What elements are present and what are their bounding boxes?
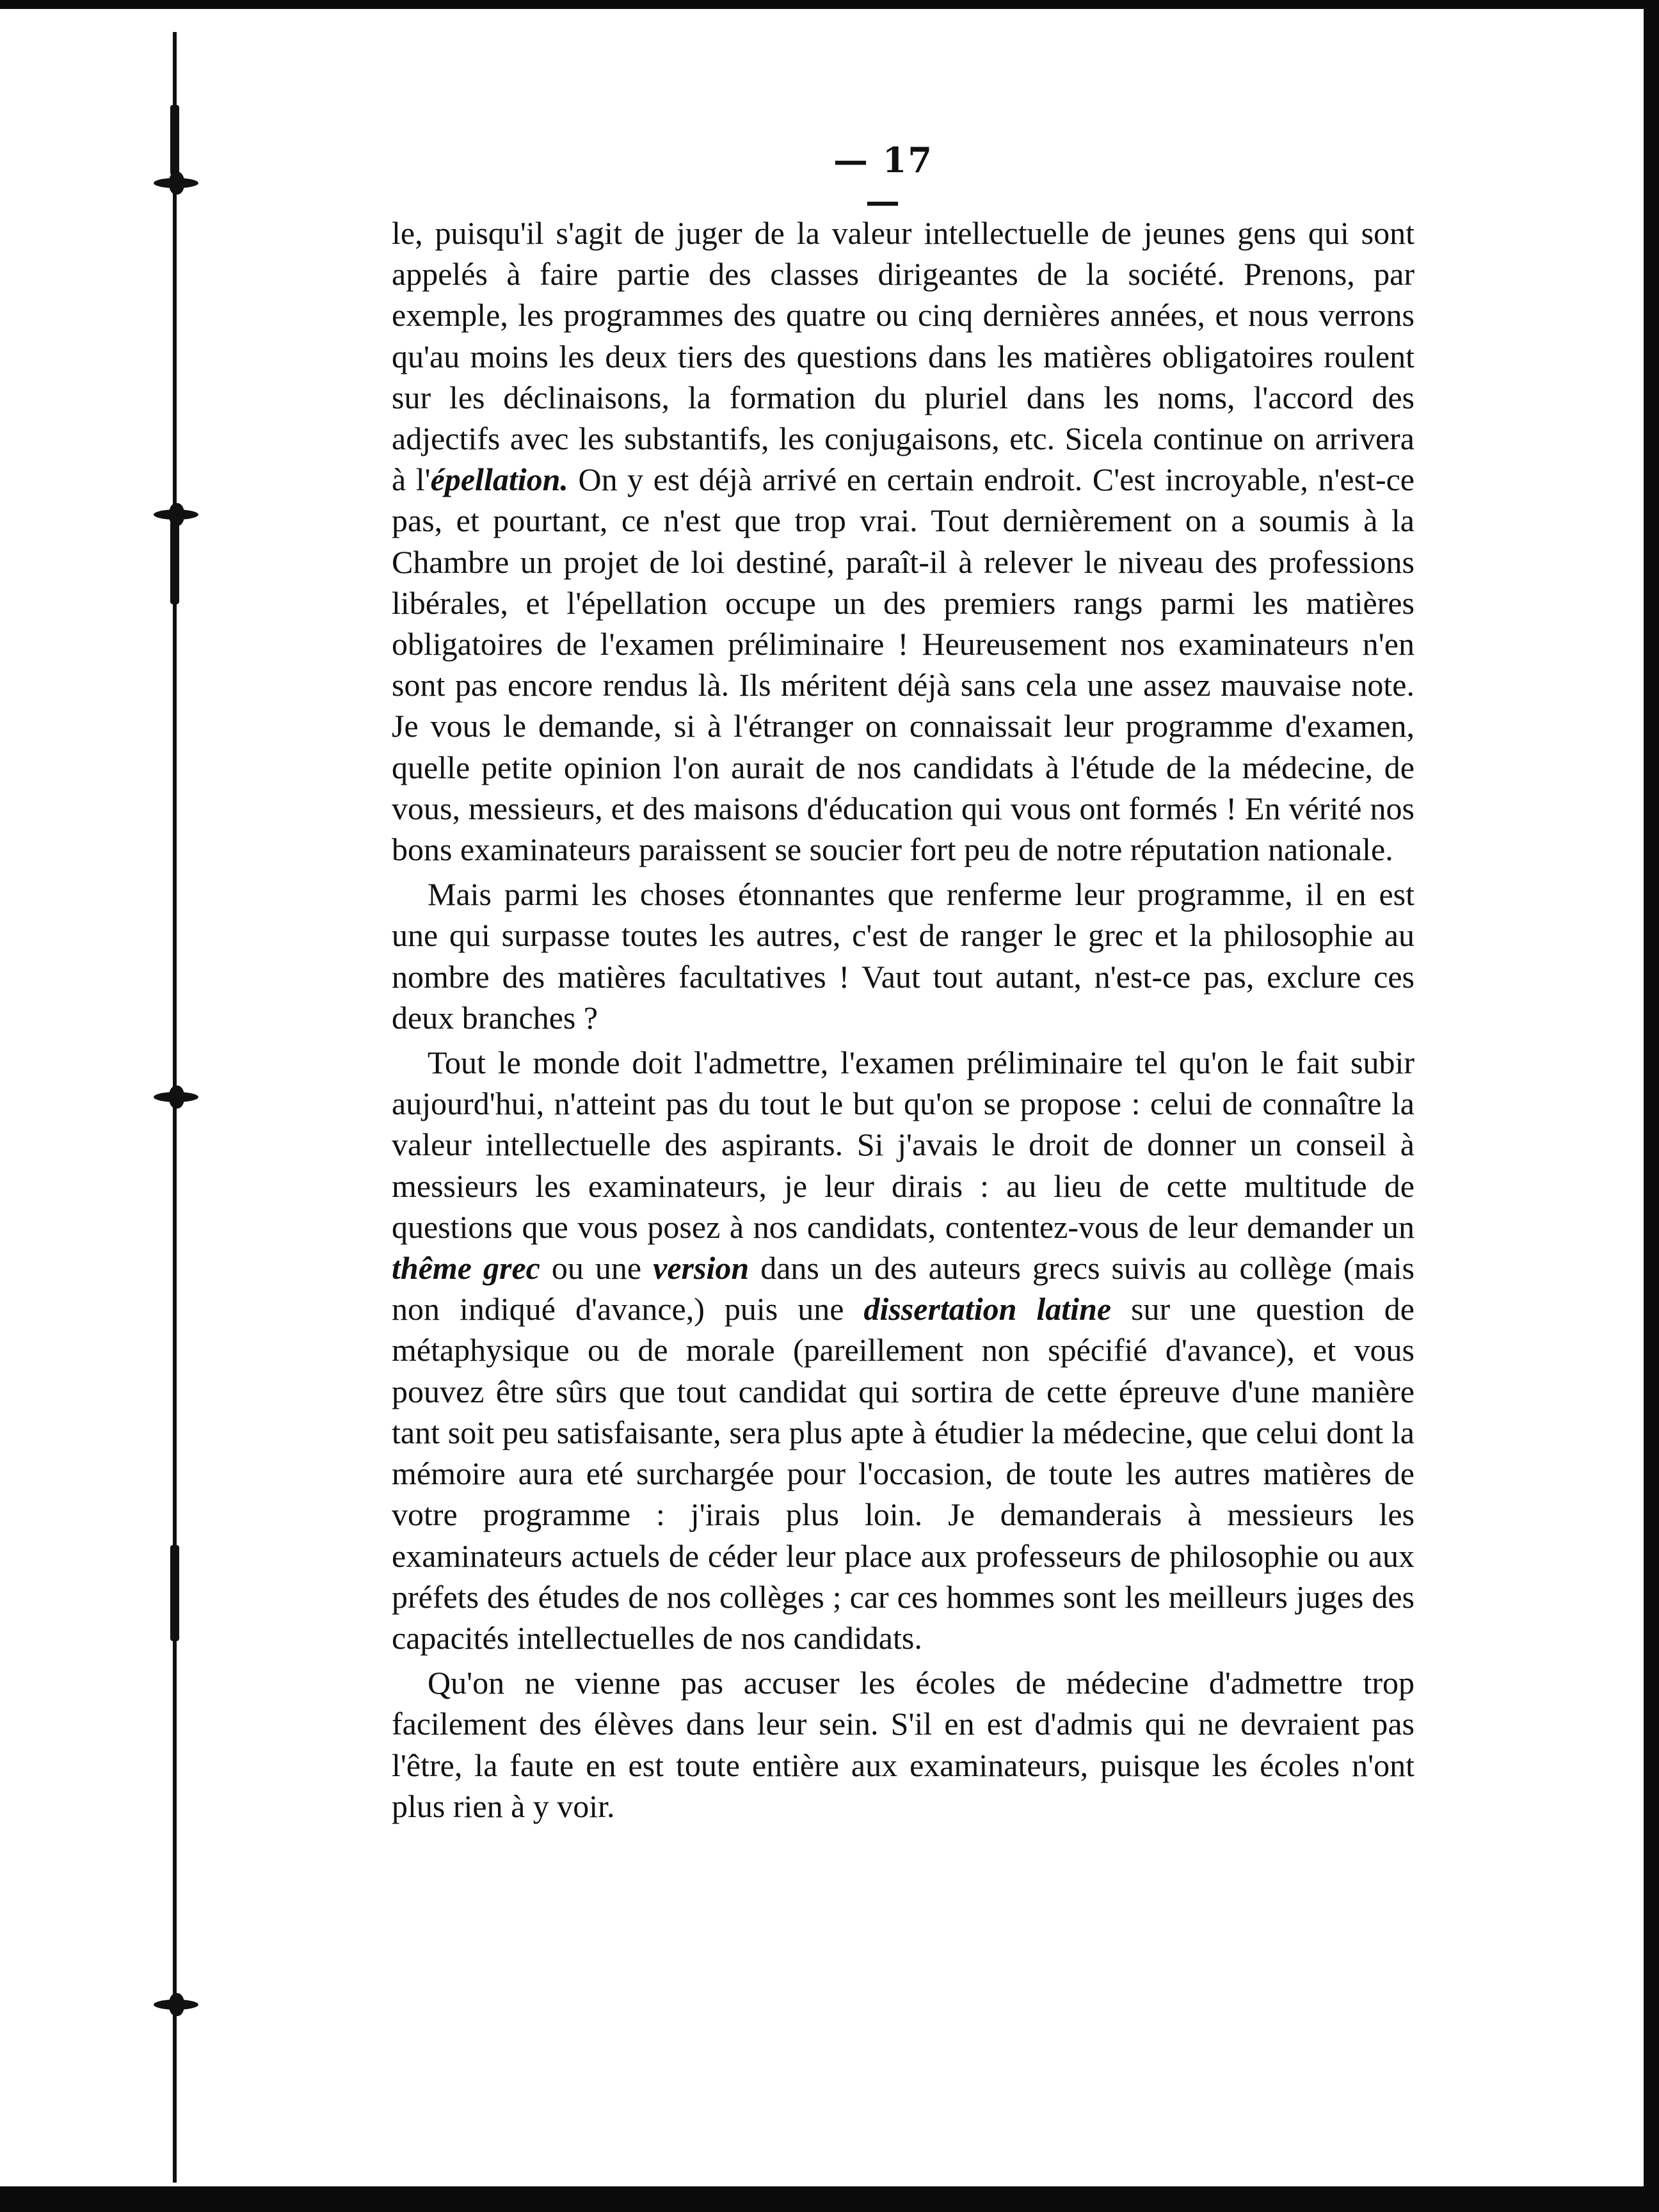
binding-stitch [147, 1084, 205, 1110]
binding-stitch [147, 502, 205, 527]
text-run: dans un des auteurs grecs suivis au collège (mais non indiqué d'avance,) puis une [392, 1250, 1415, 1327]
italic-text: épellation. [430, 461, 568, 498]
binding-thread [170, 105, 179, 175]
text-run: le, puisqu'il s'agit de juger de la valeur intellectuelle de jeunes gens qui sont appelés à faire partie des classes dirigeantes de la société. Prenons, par exemple, les programmes des quatre ou cinq dernières années, et nous verrons qu'au moins les deux tiers des questions dans les matières obligatoires roulent sur les déclinaisons, la formation du pluriel dans les noms, l'accord des adjectifs avec les substantifs, les conjugaisons, etc. Sicela continue on arrivera à l' [392, 215, 1415, 498]
text-run: ou une [540, 1250, 653, 1286]
binding-stitch [147, 1992, 205, 2017]
text-run: Mais parmi les choses étonnantes que renferme leur programme, il en est une qui surpasse toutes les autres, c'est de ranger le grec et la philosophie au nombre des matières facultatives ! Vaut tout autant, n'est-ce pas, exclure ces deux branches ? [392, 876, 1415, 1036]
binding-stitch [147, 170, 205, 196]
scan-border [0, 2186, 1659, 2212]
italic-text: thême grec [392, 1250, 540, 1286]
binding-thread [170, 521, 179, 604]
body-text [392, 212, 1415, 1827]
paragraph [392, 874, 1415, 1038]
binding-thread [170, 1545, 179, 1641]
page-number: — 17 — [833, 140, 933, 221]
text-run: Qu'on ne vienne pas accuser les écoles de médecine d'admettre trop facilement des élèves dans leur sein. S'il en est d'admis qui ne devraient pas l'être, la faute en est toute entière aux examinateurs, puisque les écoles n'ont plus rien à y voir. [392, 1665, 1415, 1824]
text-run: On y est déjà arrivé en certain endroit. C'est incroyable, n'est-ce pas, et pourtant, ce n'est que trop vrai. Tout dernièrement on a soumis à la Chambre un projet de loi destiné, paraît-il à relever le niveau des professions libérales, et l'épellation occupe un des premiers rangs parmi les matières obligatoires de l'examen préliminaire ! Heureusement nos examinateurs n'en sont pas encore rendus là. Ils méritent déjà sans cela une assez mauvaise note. Je vous le demande, si à l'étranger on connaissait leur programme d'examen, quelle petite opinion l'on aurait de nos candidats à l'étude de la médecine, de vous, messieurs, et des maisons d'éducation qui vous ont formés ! En vérité nos bons examinateurs paraissent se soucier fort peu de notre réputation nationale. [392, 461, 1415, 868]
text-run: Tout le monde doit l'admettre, l'examen préliminaire tel qu'on le fait subir aujourd'hui, n'atteint pas du tout le but qu'on se propose : celui de connaître la valeur intellectuelle des aspirants. Si j'avais le droit de donner un conseil à messieurs les examinateurs, je leur dirais : au lieu de cette multitude de questions que vous posez à nos candidats, contentez-vous de leur demander un [392, 1045, 1415, 1245]
italic-text: version [653, 1250, 749, 1286]
paragraph [392, 1042, 1415, 1658]
paragraph [392, 212, 1415, 870]
paragraph [392, 1662, 1415, 1827]
text-run: sur une question de métaphysique ou de morale (pareillement non spécifié d'avance), et vous pouvez être sûrs que tout candidat qui sortira de cette épreuve d'une manière tant soit peu satisfaisante, sera plus apte à étudier la médecine, que celui dont la mémoire aura eté surchargée pour l'occasion, de toute les autres matières de votre programme : j'irais plus loin. Je demanderais à messieurs les examinateurs actuels de céder leur place aux professeurs de philosophie ou aux préfets des études de nos collèges ; car ces hommes sont les meilleurs juges des capacités intellectuelles de nos candidats. [392, 1291, 1415, 1656]
italic-text: dissertation latine [863, 1291, 1112, 1327]
scanned-page [0, 9, 1644, 2190]
